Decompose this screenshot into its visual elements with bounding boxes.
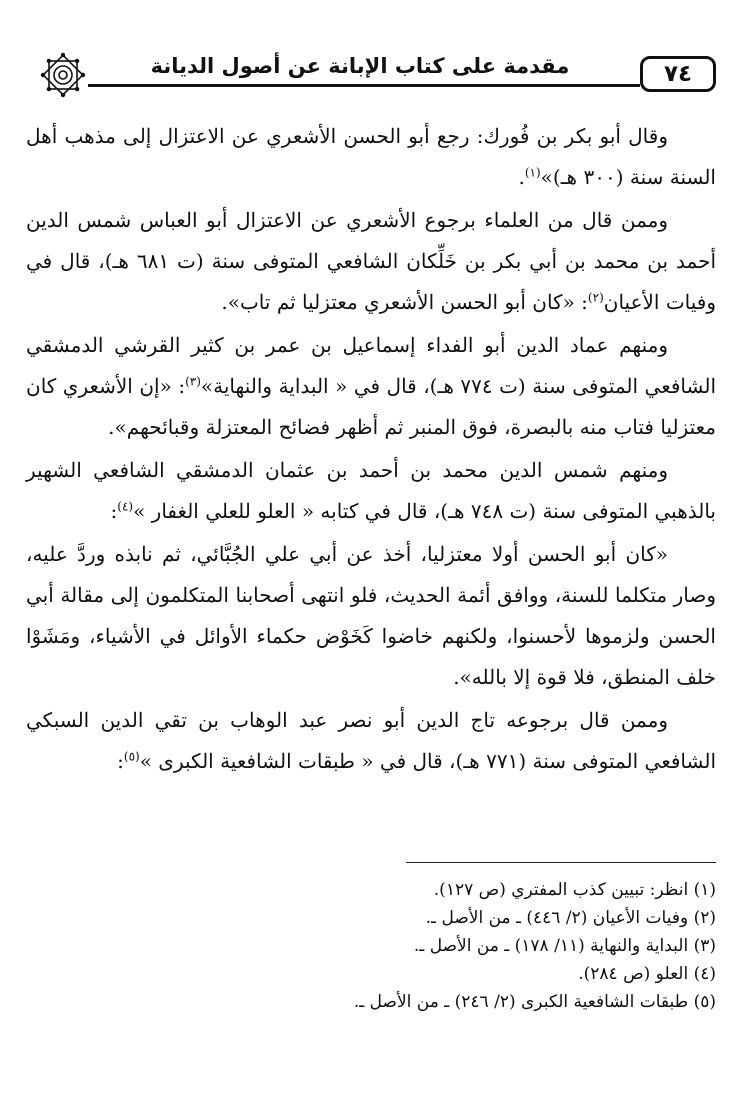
paragraph: ومنهم عماد الدين أبو الفداء إسماعيل بن عمر بن كثير القرشي الدمشقي الشافعي المتوفى سنة (ت ٧٧٤ هـ)، قال في « البداية والنهاية»$^{(٣)}$: «إن الأشعري كان معتزليا فتاب منه بالبصرة، فوق المنبر ثم أظهر فضائح المعتزلة وقبائحهم». <box>26 333 716 439</box>
rosette-ornament-icon <box>40 52 86 98</box>
paragraph: وممن قال برجوعه تاج الدين أبو نصر عبد الوهاب بن تقي الدين السبكي الشافعي المتوفى سنة (٧٧١ هـ)، قال في « طبقات الشافعية الكبرى »$^{(٥)}$: <box>26 708 716 773</box>
footnote: (٥) طبقات الشافعية الكبرى (٢/ ٢٤٦) ـ من الأصل ـ. <box>353 992 716 1012</box>
footnote-ref: (١) <box>524 165 541 180</box>
footnote: (٢) وفيات الأعيان (٢/ ٤٤٦) ـ من الأصل ـ. <box>425 908 716 928</box>
footnote: (١) انظر: تبيين كذب المفتري (ص ١٢٧). <box>433 880 716 900</box>
paragraph: وقال أبو بكر بن فُورك: رجع أبو الحسن الأشعري عن الاعتزال إلى مذهب أهل السنة سنة (٣٠٠ هـ)»$^{(١)}$. <box>26 124 716 189</box>
running-title: مقدمة على كتاب الإبانة عن أصول الديانة <box>150 54 570 78</box>
footnote-ref: (٢) <box>587 290 604 305</box>
paragraph: وممن قال من العلماء برجوع الأشعري عن الاعتزال أبو العباس شمس الدين أحمد بن محمد بن أبي بكر بن خَلِّكان الشافعي المتوفى سنة (ت ٦٨١ هـ)، قال في وفيات الأعيان$^{(٢)}$: «كان أبو الحسن الأشعري معتزليا ثم تاب». <box>26 208 716 314</box>
main-text <box>26 116 716 784</box>
footnote-ref: (٥) <box>123 749 140 764</box>
footnote: (٤) العلو (ص ٢٨٤). <box>578 964 716 984</box>
header-rule <box>88 84 640 87</box>
page-number-box <box>640 56 716 92</box>
footnotes <box>26 876 716 1016</box>
footnote-ref: (٤) <box>117 499 134 514</box>
footnote-separator <box>406 862 716 863</box>
page-number: ٧٤ <box>663 61 693 87</box>
footnote-ref: (٣) <box>185 374 201 389</box>
paragraph: ومنهم شمس الدين محمد بن أحمد بن عثمان الدمشقي الشافعي الشهير بالذهبي المتوفى سنة (ت ٧٤٨ هـ)، قال في كتابه « العلو للعلي الغفار »$^{(٤)}$: <box>26 458 716 523</box>
page-header <box>40 50 716 102</box>
quote-paragraph: «كان أبو الحسن أولا معتزليا، أخذ عن أبي علي الجُبَّائي، ثم نابذه وردَّ عليه، وصار متكلما للسنة، ووافق أئمة الحديث، فلو انتهى أصحابنا المتكلمون إلى مقالة أبي الحسن ولزموها لأحسنوا، ولكنهم خاضوا كَخَوْض حكماء الأوائل في الأشياء، ومَشَوْا خلف المنطق، فلا قوة إلا بالله». <box>26 542 716 689</box>
footnote: (٣) البداية والنهاية (١١/ ١٧٨) ـ من الأصل ـ. <box>413 936 716 956</box>
